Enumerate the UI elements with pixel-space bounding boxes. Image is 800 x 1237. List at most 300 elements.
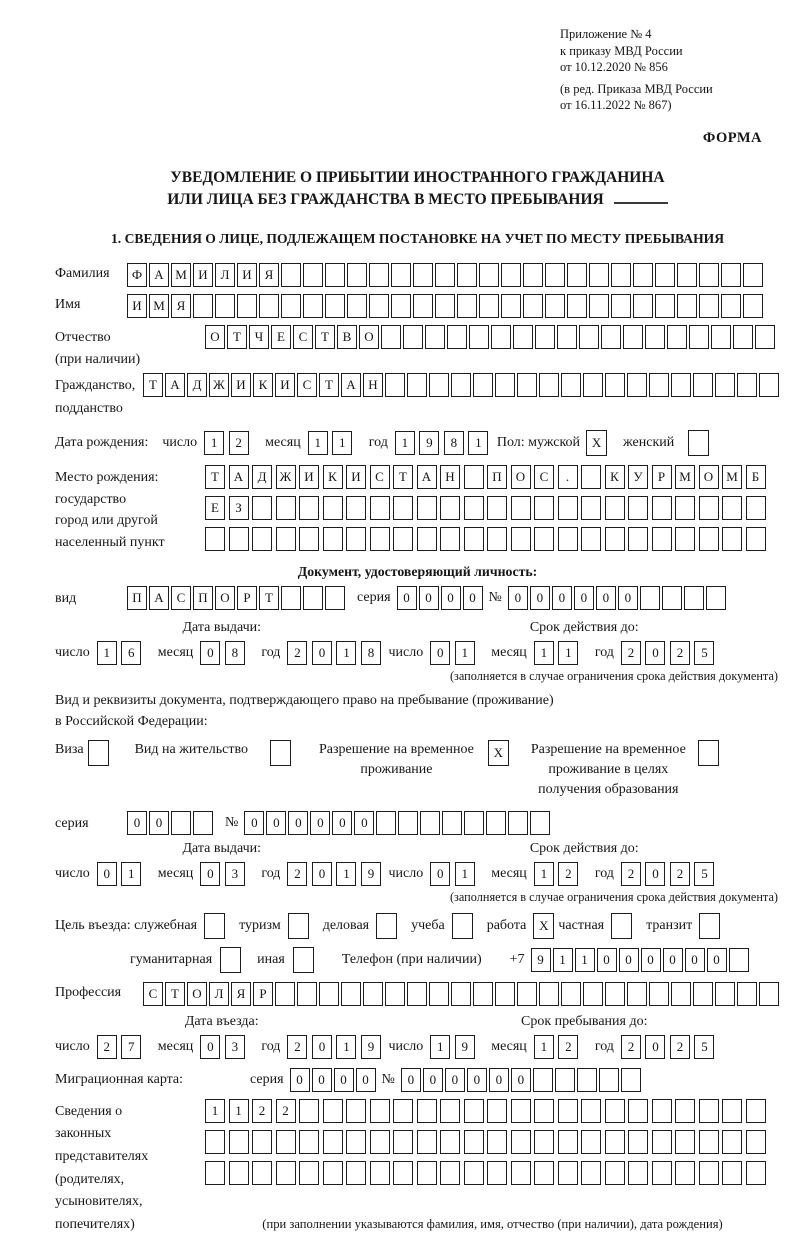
form-cell[interactable] xyxy=(539,373,559,397)
form-cell[interactable]: 0 xyxy=(200,1035,220,1059)
form-cell[interactable] xyxy=(487,527,507,551)
form-cell[interactable]: 2 xyxy=(97,1035,117,1059)
form-cell[interactable]: 0 xyxy=(200,862,220,886)
form-cell[interactable] xyxy=(722,1130,742,1154)
form-cell[interactable] xyxy=(611,294,631,318)
form-cell[interactable]: 1 xyxy=(204,431,224,455)
form-cell[interactable]: . xyxy=(558,465,578,489)
form-cell[interactable] xyxy=(429,982,449,1006)
form-cell[interactable] xyxy=(299,527,319,551)
form-cell[interactable] xyxy=(205,1130,225,1154)
form-cell[interactable] xyxy=(303,586,323,610)
form-cell[interactable]: 0 xyxy=(489,1068,509,1092)
form-cell[interactable] xyxy=(706,586,726,610)
form-cell[interactable] xyxy=(252,1130,272,1154)
form-cell[interactable] xyxy=(447,325,467,349)
form-cell[interactable]: 0 xyxy=(423,1068,443,1092)
form-cell[interactable]: 9 xyxy=(419,431,439,455)
form-cell[interactable] xyxy=(276,1130,296,1154)
form-cell[interactable] xyxy=(721,263,741,287)
form-cell[interactable]: 1 xyxy=(575,948,595,972)
form-cell[interactable] xyxy=(671,982,691,1006)
form-cell[interactable] xyxy=(193,294,213,318)
form-cell[interactable]: И xyxy=(275,373,295,397)
form-cell[interactable] xyxy=(303,263,323,287)
form-cell[interactable]: 0 xyxy=(200,641,220,665)
form-cell[interactable] xyxy=(621,1068,641,1092)
form-cell[interactable] xyxy=(558,1099,578,1123)
form-cell[interactable] xyxy=(346,527,366,551)
form-cell[interactable] xyxy=(275,982,295,1006)
form-cell[interactable] xyxy=(435,294,455,318)
form-cell[interactable] xyxy=(346,1099,366,1123)
purpose-transit-checkbox[interactable] xyxy=(699,913,720,939)
form-cell[interactable] xyxy=(759,982,779,1006)
form-cell[interactable]: 0 xyxy=(685,948,705,972)
form-cell[interactable]: 0 xyxy=(619,948,639,972)
form-cell[interactable] xyxy=(440,1161,460,1185)
form-cell[interactable]: С xyxy=(293,325,313,349)
form-cell[interactable] xyxy=(557,325,577,349)
form-cell[interactable]: Т xyxy=(259,586,279,610)
form-cell[interactable] xyxy=(323,527,343,551)
form-cell[interactable] xyxy=(743,294,763,318)
form-cell[interactable]: И xyxy=(127,294,147,318)
form-cell[interactable] xyxy=(425,325,445,349)
form-cell[interactable] xyxy=(237,294,257,318)
form-cell[interactable] xyxy=(675,1130,695,1154)
purpose-other-checkbox[interactable] xyxy=(293,947,314,973)
form-cell[interactable]: Ж xyxy=(276,465,296,489)
form-cell[interactable]: 8 xyxy=(361,641,381,665)
form-cell[interactable] xyxy=(429,373,449,397)
form-cell[interactable] xyxy=(737,982,757,1006)
form-cell[interactable] xyxy=(403,325,423,349)
form-cell[interactable]: 0 xyxy=(618,586,638,610)
form-cell[interactable] xyxy=(655,294,675,318)
form-cell[interactable] xyxy=(628,1130,648,1154)
form-cell[interactable] xyxy=(675,496,695,520)
form-cell[interactable] xyxy=(589,294,609,318)
form-cell[interactable]: 1 xyxy=(336,1035,356,1059)
form-cell[interactable] xyxy=(511,1130,531,1154)
form-cell[interactable] xyxy=(464,527,484,551)
form-cell[interactable]: С xyxy=(297,373,317,397)
form-cell[interactable]: О xyxy=(215,586,235,610)
form-cell[interactable]: 1 xyxy=(395,431,415,455)
form-cell[interactable]: 1 xyxy=(468,431,488,455)
purpose-business-checkbox[interactable] xyxy=(204,913,225,939)
form-cell[interactable]: 5 xyxy=(694,862,714,886)
form-cell[interactable] xyxy=(276,1161,296,1185)
form-cell[interactable]: 0 xyxy=(312,862,332,886)
form-cell[interactable]: Е xyxy=(271,325,291,349)
form-cell[interactable] xyxy=(667,325,687,349)
form-cell[interactable]: Т xyxy=(319,373,339,397)
form-cell[interactable]: 6 xyxy=(121,641,141,665)
form-cell[interactable] xyxy=(523,294,543,318)
form-cell[interactable]: П xyxy=(487,465,507,489)
form-cell[interactable]: Р xyxy=(237,586,257,610)
form-cell[interactable]: 1 xyxy=(455,641,475,665)
form-cell[interactable]: И xyxy=(299,465,319,489)
form-cell[interactable] xyxy=(325,263,345,287)
form-cell[interactable] xyxy=(299,496,319,520)
form-cell[interactable] xyxy=(171,811,191,835)
form-cell[interactable] xyxy=(451,982,471,1006)
form-cell[interactable]: 1 xyxy=(430,1035,450,1059)
form-cell[interactable] xyxy=(393,1161,413,1185)
form-cell[interactable]: Е xyxy=(205,496,225,520)
form-cell[interactable] xyxy=(346,496,366,520)
form-cell[interactable] xyxy=(652,1130,672,1154)
form-cell[interactable]: Л xyxy=(209,982,229,1006)
form-cell[interactable]: 1 xyxy=(553,948,573,972)
form-cell[interactable] xyxy=(583,373,603,397)
form-cell[interactable] xyxy=(605,373,625,397)
form-cell[interactable]: М xyxy=(149,294,169,318)
form-cell[interactable] xyxy=(746,1161,766,1185)
form-cell[interactable]: 1 xyxy=(336,862,356,886)
form-cell[interactable] xyxy=(628,496,648,520)
form-cell[interactable]: Б xyxy=(746,465,766,489)
form-cell[interactable] xyxy=(370,1130,390,1154)
form-cell[interactable] xyxy=(393,496,413,520)
form-cell[interactable] xyxy=(721,294,741,318)
form-cell[interactable] xyxy=(746,527,766,551)
form-cell[interactable] xyxy=(746,1099,766,1123)
form-cell[interactable] xyxy=(627,982,647,1006)
form-cell[interactable] xyxy=(495,982,515,1006)
form-cell[interactable]: Ж xyxy=(209,373,229,397)
form-cell[interactable] xyxy=(589,263,609,287)
form-cell[interactable] xyxy=(746,1130,766,1154)
form-cell[interactable] xyxy=(413,294,433,318)
form-cell[interactable]: 2 xyxy=(670,641,690,665)
form-cell[interactable] xyxy=(523,263,543,287)
form-cell[interactable]: 0 xyxy=(463,586,483,610)
form-cell[interactable]: 9 xyxy=(455,1035,475,1059)
form-cell[interactable]: Я xyxy=(231,982,251,1006)
form-cell[interactable]: 1 xyxy=(534,641,554,665)
form-cell[interactable] xyxy=(715,373,735,397)
form-cell[interactable] xyxy=(457,294,477,318)
form-cell[interactable] xyxy=(469,325,489,349)
form-cell[interactable] xyxy=(369,294,389,318)
form-cell[interactable]: 0 xyxy=(645,862,665,886)
form-cell[interactable]: 0 xyxy=(419,586,439,610)
form-cell[interactable] xyxy=(276,496,296,520)
form-cell[interactable]: О xyxy=(511,465,531,489)
form-cell[interactable] xyxy=(229,527,249,551)
form-cell[interactable]: З xyxy=(229,496,249,520)
form-cell[interactable] xyxy=(508,811,528,835)
form-cell[interactable] xyxy=(229,1161,249,1185)
form-cell[interactable]: Н xyxy=(440,465,460,489)
form-cell[interactable] xyxy=(628,527,648,551)
form-cell[interactable] xyxy=(369,263,389,287)
form-cell[interactable] xyxy=(699,263,719,287)
form-cell[interactable] xyxy=(561,982,581,1006)
form-cell[interactable]: 5 xyxy=(694,641,714,665)
form-cell[interactable]: 2 xyxy=(670,862,690,886)
form-cell[interactable]: 5 xyxy=(694,1035,714,1059)
form-cell[interactable] xyxy=(511,1099,531,1123)
form-cell[interactable] xyxy=(652,1099,672,1123)
form-cell[interactable] xyxy=(417,1099,437,1123)
form-cell[interactable] xyxy=(487,1130,507,1154)
form-cell[interactable]: П xyxy=(127,586,147,610)
form-cell[interactable] xyxy=(534,1099,554,1123)
form-cell[interactable]: А xyxy=(229,465,249,489)
form-cell[interactable]: 8 xyxy=(444,431,464,455)
form-cell[interactable]: Д xyxy=(252,465,272,489)
form-cell[interactable] xyxy=(605,1099,625,1123)
form-cell[interactable]: 3 xyxy=(225,862,245,886)
form-cell[interactable] xyxy=(605,982,625,1006)
form-cell[interactable] xyxy=(385,373,405,397)
form-cell[interactable] xyxy=(205,1161,225,1185)
form-cell[interactable]: У xyxy=(628,465,648,489)
form-cell[interactable] xyxy=(464,1130,484,1154)
form-cell[interactable]: 0 xyxy=(645,641,665,665)
form-cell[interactable] xyxy=(252,1161,272,1185)
form-cell[interactable] xyxy=(737,373,757,397)
form-cell[interactable] xyxy=(281,586,301,610)
sex-male-checkbox[interactable]: X xyxy=(586,430,607,456)
form-cell[interactable]: 1 xyxy=(534,1035,554,1059)
form-cell[interactable]: 1 xyxy=(229,1099,249,1123)
form-cell[interactable] xyxy=(699,1161,719,1185)
form-cell[interactable] xyxy=(451,373,471,397)
purpose-humanitarian-checkbox[interactable] xyxy=(220,947,241,973)
form-cell[interactable] xyxy=(511,527,531,551)
form-cell[interactable]: 0 xyxy=(354,811,374,835)
form-cell[interactable]: И xyxy=(193,263,213,287)
edu-residence-checkbox[interactable] xyxy=(698,740,719,766)
form-cell[interactable] xyxy=(577,1068,597,1092)
form-cell[interactable]: П xyxy=(193,586,213,610)
form-cell[interactable] xyxy=(645,325,665,349)
form-cell[interactable] xyxy=(633,263,653,287)
temp-residence-checkbox[interactable]: X xyxy=(488,740,509,766)
form-cell[interactable] xyxy=(755,325,775,349)
form-cell[interactable]: 1 xyxy=(121,862,141,886)
form-cell[interactable]: 0 xyxy=(332,811,352,835)
form-cell[interactable]: С xyxy=(143,982,163,1006)
form-cell[interactable] xyxy=(693,373,713,397)
form-cell[interactable] xyxy=(281,294,301,318)
form-cell[interactable] xyxy=(393,1130,413,1154)
form-cell[interactable] xyxy=(535,325,555,349)
residence-permit-checkbox[interactable] xyxy=(270,740,291,766)
form-cell[interactable] xyxy=(299,1161,319,1185)
form-cell[interactable] xyxy=(370,1161,390,1185)
form-cell[interactable] xyxy=(677,263,697,287)
form-cell[interactable] xyxy=(733,325,753,349)
form-cell[interactable] xyxy=(633,294,653,318)
form-cell[interactable]: О xyxy=(205,325,225,349)
form-cell[interactable]: 0 xyxy=(97,862,117,886)
form-cell[interactable] xyxy=(558,1161,578,1185)
form-cell[interactable] xyxy=(487,1161,507,1185)
form-cell[interactable] xyxy=(464,1161,484,1185)
form-cell[interactable]: А xyxy=(165,373,185,397)
form-cell[interactable] xyxy=(487,1099,507,1123)
form-cell[interactable] xyxy=(581,1161,601,1185)
form-cell[interactable] xyxy=(675,1161,695,1185)
form-cell[interactable] xyxy=(341,982,361,1006)
form-cell[interactable]: 0 xyxy=(290,1068,310,1092)
form-cell[interactable] xyxy=(464,465,484,489)
form-cell[interactable]: 0 xyxy=(441,586,461,610)
form-cell[interactable]: С xyxy=(534,465,554,489)
form-cell[interactable] xyxy=(558,496,578,520)
form-cell[interactable] xyxy=(711,325,731,349)
form-cell[interactable] xyxy=(581,527,601,551)
form-cell[interactable] xyxy=(689,325,709,349)
form-cell[interactable] xyxy=(655,263,675,287)
form-cell[interactable] xyxy=(567,263,587,287)
form-cell[interactable]: 0 xyxy=(244,811,264,835)
form-cell[interactable]: И xyxy=(237,263,257,287)
form-cell[interactable]: К xyxy=(323,465,343,489)
form-cell[interactable]: Т xyxy=(165,982,185,1006)
form-cell[interactable] xyxy=(323,1161,343,1185)
form-cell[interactable]: 1 xyxy=(308,431,328,455)
form-cell[interactable] xyxy=(479,294,499,318)
form-cell[interactable] xyxy=(464,496,484,520)
form-cell[interactable] xyxy=(561,373,581,397)
form-cell[interactable] xyxy=(473,982,493,1006)
form-cell[interactable]: 0 xyxy=(530,586,550,610)
form-cell[interactable] xyxy=(413,263,433,287)
form-cell[interactable]: 2 xyxy=(621,1035,641,1059)
form-cell[interactable] xyxy=(259,294,279,318)
form-cell[interactable]: 1 xyxy=(205,1099,225,1123)
form-cell[interactable] xyxy=(628,1161,648,1185)
form-cell[interactable] xyxy=(555,1068,575,1092)
form-cell[interactable] xyxy=(215,294,235,318)
form-cell[interactable]: М xyxy=(675,465,695,489)
form-cell[interactable] xyxy=(440,1130,460,1154)
form-cell[interactable]: 0 xyxy=(641,948,661,972)
form-cell[interactable] xyxy=(442,811,462,835)
form-cell[interactable] xyxy=(323,1099,343,1123)
form-cell[interactable]: С xyxy=(370,465,390,489)
form-cell[interactable]: С xyxy=(171,586,191,610)
form-cell[interactable]: 1 xyxy=(455,862,475,886)
form-cell[interactable] xyxy=(652,496,672,520)
form-cell[interactable] xyxy=(420,811,440,835)
form-cell[interactable] xyxy=(605,1130,625,1154)
form-cell[interactable]: 1 xyxy=(558,641,578,665)
form-cell[interactable]: 0 xyxy=(574,586,594,610)
form-cell[interactable] xyxy=(495,373,515,397)
form-cell[interactable]: 0 xyxy=(312,1035,332,1059)
form-cell[interactable] xyxy=(530,811,550,835)
form-cell[interactable] xyxy=(205,527,225,551)
form-cell[interactable] xyxy=(699,527,719,551)
form-cell[interactable] xyxy=(417,496,437,520)
form-cell[interactable] xyxy=(677,294,697,318)
form-cell[interactable]: 0 xyxy=(356,1068,376,1092)
form-cell[interactable] xyxy=(627,373,647,397)
form-cell[interactable] xyxy=(675,527,695,551)
form-cell[interactable] xyxy=(517,373,537,397)
form-cell[interactable]: 2 xyxy=(558,862,578,886)
form-cell[interactable]: 0 xyxy=(663,948,683,972)
form-cell[interactable] xyxy=(534,1130,554,1154)
form-cell[interactable] xyxy=(715,982,735,1006)
form-cell[interactable] xyxy=(435,263,455,287)
form-cell[interactable] xyxy=(558,527,578,551)
visa-checkbox[interactable] xyxy=(88,740,109,766)
sex-female-checkbox[interactable] xyxy=(688,430,709,456)
form-cell[interactable] xyxy=(579,325,599,349)
form-cell[interactable]: 2 xyxy=(252,1099,272,1123)
form-cell[interactable] xyxy=(534,527,554,551)
form-cell[interactable]: Т xyxy=(315,325,335,349)
form-cell[interactable] xyxy=(567,294,587,318)
form-cell[interactable] xyxy=(513,325,533,349)
form-cell[interactable]: О xyxy=(359,325,379,349)
purpose-private-checkbox[interactable] xyxy=(611,913,632,939)
purpose-work-checkbox[interactable]: X xyxy=(533,913,554,939)
form-cell[interactable]: 8 xyxy=(225,641,245,665)
form-cell[interactable] xyxy=(605,527,625,551)
form-cell[interactable] xyxy=(325,586,345,610)
form-cell[interactable] xyxy=(652,1161,672,1185)
form-cell[interactable] xyxy=(583,982,603,1006)
form-cell[interactable] xyxy=(299,1099,319,1123)
form-cell[interactable]: 0 xyxy=(397,586,417,610)
form-cell[interactable] xyxy=(611,263,631,287)
form-cell[interactable]: 2 xyxy=(276,1099,296,1123)
form-cell[interactable] xyxy=(464,1099,484,1123)
form-cell[interactable]: Р xyxy=(652,465,672,489)
form-cell[interactable]: 0 xyxy=(401,1068,421,1092)
form-cell[interactable] xyxy=(393,1099,413,1123)
form-cell[interactable]: 2 xyxy=(670,1035,690,1059)
form-cell[interactable]: В xyxy=(337,325,357,349)
purpose-study-checkbox[interactable] xyxy=(452,913,473,939)
form-cell[interactable]: 0 xyxy=(310,811,330,835)
form-cell[interactable]: Л xyxy=(215,263,235,287)
form-cell[interactable] xyxy=(601,325,621,349)
form-cell[interactable] xyxy=(684,586,704,610)
form-cell[interactable]: 0 xyxy=(149,811,169,835)
form-cell[interactable]: Т xyxy=(205,465,225,489)
form-cell[interactable]: 0 xyxy=(430,862,450,886)
form-cell[interactable] xyxy=(398,811,418,835)
form-cell[interactable] xyxy=(640,586,660,610)
form-cell[interactable]: 0 xyxy=(430,641,450,665)
form-cell[interactable]: 0 xyxy=(707,948,727,972)
form-cell[interactable]: Р xyxy=(253,982,273,1006)
form-cell[interactable]: И xyxy=(231,373,251,397)
form-cell[interactable] xyxy=(533,1068,553,1092)
form-cell[interactable] xyxy=(381,325,401,349)
form-cell[interactable] xyxy=(545,294,565,318)
form-cell[interactable]: Д xyxy=(187,373,207,397)
form-cell[interactable] xyxy=(649,373,669,397)
form-cell[interactable] xyxy=(652,527,672,551)
form-cell[interactable] xyxy=(501,263,521,287)
form-cell[interactable] xyxy=(722,496,742,520)
form-cell[interactable] xyxy=(581,1130,601,1154)
form-cell[interactable]: А xyxy=(149,263,169,287)
